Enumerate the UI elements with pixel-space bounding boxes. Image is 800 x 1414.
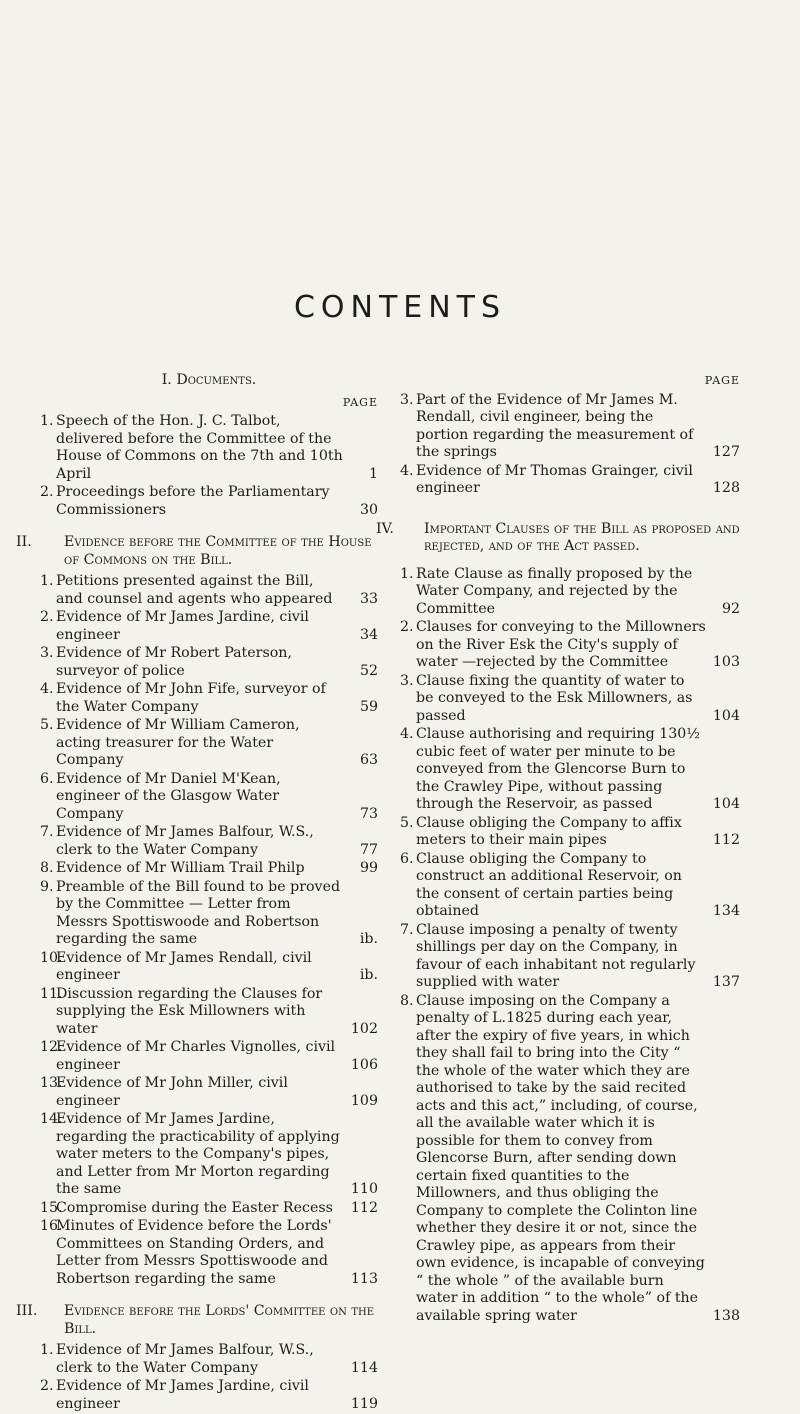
entry-text: Petitions presented against the Bill, and counsel and agents who appeared [56, 573, 333, 607]
section-heading-I [40, 372, 378, 390]
entry-text: Rate Clause as finally proposed by the Water Company, and rejected by the Committee [416, 565, 693, 617]
entry-number: 5. [400, 814, 414, 831]
section-title: Documents. [176, 372, 257, 388]
entry-text: Evidence of Mr William Trail Philp [56, 860, 305, 876]
entry-number: 8. [400, 992, 414, 1009]
contents-entry [40, 609, 378, 644]
entry-text: Preamble of the Bill found to be proved by the Committee — Letter from Messrs Spottiswoode and Robertson regarding the same [56, 878, 341, 947]
contents-entry [40, 950, 378, 985]
contents-entry [40, 484, 378, 519]
entry-text: Compromise during the Easter Recess [56, 1199, 333, 1216]
contents-entry [400, 619, 740, 672]
entry-text: Evidence of Mr William Cameron, acting treasurer for the Water Company [56, 717, 300, 768]
entry-text: Evidence of Mr Thomas Grainger, civil engineer [416, 462, 693, 496]
contents-entry [40, 1378, 378, 1413]
contents-entry [40, 681, 378, 716]
contents-entry [400, 673, 740, 726]
entry-number: 6. [400, 850, 414, 867]
contents-entry [400, 463, 740, 498]
entry-page-number: 102 [350, 1020, 378, 1037]
contents-entry [40, 1342, 378, 1377]
entry-number: 12. [40, 1039, 63, 1055]
section-heading-II [16, 534, 378, 569]
entry-page-number: 34 [359, 626, 378, 643]
entry-text: Evidence of Mr James Jardine, regarding the practicability of applying water meters to the Company's pipes, and Letter from Mr Morton regarding the same [56, 1111, 340, 1197]
entry-text: Evidence of Mr John Fife, surveyor of the Water Company [56, 681, 326, 715]
section-heading-III [16, 1303, 378, 1338]
entry-text: Discussion regarding the Clauses for supplying the Esk Millowners with water [56, 985, 323, 1037]
entry-number: 4. [400, 726, 414, 742]
entry-page-number: 127 [712, 444, 740, 460]
contents-entry [40, 771, 378, 824]
entry-number: 15. [40, 1199, 63, 1216]
entry-number: 2. [400, 619, 414, 635]
contents-entry [400, 566, 740, 619]
entry-number: 9. [40, 878, 54, 895]
entry-number: 1. [400, 565, 414, 582]
entry-number: 2. [40, 609, 54, 625]
section-items-I [40, 413, 378, 519]
entry-number: 6. [40, 770, 54, 787]
entry-page-number: 103 [712, 654, 740, 670]
contents-entry [40, 413, 378, 483]
contents-entry [40, 1111, 378, 1199]
contents-entry [400, 392, 740, 462]
entry-page-number: 104 [712, 796, 740, 812]
entry-text: Clause authorising and requiring 130½ cubic feet of water per minute to be conveyed from the Glencorse Burn to the Crawley Pipe, without passing through the Reservoir, as passed [416, 726, 701, 812]
section-title: Important Clauses of the Bill as proposed and rejected, and of the Act passed. [424, 520, 740, 554]
contents-entry [400, 726, 740, 814]
entry-page-number: 33 [359, 590, 378, 607]
entry-page-number: 52 [359, 662, 378, 679]
entry-page-number: 106 [350, 1056, 378, 1073]
contents-entry [40, 1075, 378, 1110]
entry-text: Proceedings before the Parliamentary Commissioners [56, 484, 330, 518]
entry-page-number: ib. [359, 967, 378, 983]
entry-text: Evidence of Mr James Jardine, civil engineer [56, 609, 309, 643]
entry-page-number: 109 [350, 1092, 378, 1109]
entry-number: 8. [40, 860, 54, 876]
entry-text: Clauses for conveying to the Millowners on the River Esk the City's supply of water —rejected by the Committee [416, 619, 706, 670]
entry-number: 2. [40, 1378, 54, 1394]
entry-number: 4. [40, 681, 54, 697]
right-column [376, 372, 740, 1326]
entry-number: 13. [40, 1075, 63, 1091]
contents-entry [40, 879, 378, 949]
entry-page-number: 113 [350, 1270, 378, 1287]
entry-page-number: 99 [359, 860, 378, 876]
entry-text: Evidence of Mr Daniel M'Kean, engineer of the Glasgow Water Company [56, 770, 281, 822]
contents-entry [40, 986, 378, 1039]
contents-entry [40, 1218, 378, 1288]
entry-page-number: 110 [350, 1181, 378, 1197]
entry-number: 3. [400, 672, 414, 689]
entry-text: Speech of the Hon. J. C. Talbot, delivered before the Committee of the House of Commons on the 7th and 10th April [56, 413, 343, 482]
section-items-IV [400, 566, 740, 1326]
entry-page-number: 77 [359, 841, 378, 858]
entry-number: 5. [40, 717, 54, 733]
entry-number: 2. [40, 484, 54, 500]
entry-text: Evidence of Mr John Miller, civil engineer [56, 1075, 288, 1109]
section-items-II [40, 573, 378, 1288]
entry-number: 10. [40, 949, 63, 966]
contents-entry [40, 1200, 378, 1218]
contents-entry [40, 645, 378, 680]
entry-text: Evidence of Mr James Balfour, W.S., clerk to the Water Company [56, 824, 314, 858]
section-numeral: I. [161, 372, 172, 388]
entry-text: Evidence of Mr James Balfour, W.S., clerk to the Water Company [56, 1342, 314, 1376]
entry-text: Part of the Evidence of Mr James M. Rendall, civil engineer, being the portion regarding the measurement of the springs [416, 391, 694, 460]
entry-page-number: 119 [350, 1395, 378, 1412]
entry-text: Clause obliging the Company to affix meters to their main pipes [416, 814, 682, 848]
section-heading-IV [376, 520, 740, 556]
contents-entry [400, 922, 740, 992]
entry-page-number: ib. [359, 931, 378, 947]
section-items-III [40, 1342, 378, 1413]
contents-entry [40, 1039, 378, 1074]
entry-page-number: 104 [712, 707, 740, 724]
entry-page-number: 137 [712, 974, 740, 990]
section-numeral: IV. [376, 520, 394, 537]
entry-page-number: 92 [721, 600, 740, 617]
contents-entry [400, 993, 740, 1326]
entry-text: Evidence of Mr Charles Vignolles, civil engineer [56, 1039, 336, 1073]
entry-page-number: 114 [350, 1359, 378, 1376]
entry-page-number: 1 [368, 465, 378, 482]
contents-entry [400, 815, 740, 850]
entry-number: 16. [40, 1218, 63, 1234]
section-items-III-continued [400, 392, 740, 498]
entry-number: 14. [40, 1111, 63, 1127]
page-column-label: PAGE [342, 395, 378, 409]
entry-number: 3. [400, 391, 414, 408]
entry-number: 1. [40, 573, 54, 589]
contents-entry [40, 717, 378, 770]
entry-text: Evidence of Mr Robert Paterson, surveyor of police [56, 645, 292, 679]
contents-entry [400, 851, 740, 921]
page-column-label: PAGE [704, 374, 740, 387]
entry-number: 7. [40, 824, 54, 840]
entry-number: 1. [40, 413, 54, 429]
entry-number: 4. [400, 462, 414, 479]
entry-text: Clause imposing on the Company a penalty of L.1825 during each year, after the expiry of five years, in which they shall fail to bring into the City “ the whole of the water which they are authorised to take by the said recited acts and this act,” including, of course, all the available water which it is possible for them to convey from Glencorse Burn, after sending down certain fixed quantities to the Millowners, and thus obliging the Company to complete the Colinton line whether they desire it or not, since the Crawley pipe, as appears from their own evidence, is incapable of conveying “ the whole ” of the available burn water in addition “ to the whole” of the available spring water [416, 992, 705, 1324]
contents-entry [40, 573, 378, 608]
entry-page-number: 138 [712, 1307, 740, 1324]
entry-text: Minutes of Evidence before the Lords' Committees on Standing Orders, and Letter from Messrs Spottiswoode and Robertson regarding the same [56, 1218, 332, 1287]
entry-text: Clause fixing the quantity of water to be conveyed to the Esk Millowners, as passed [416, 672, 693, 724]
section-numeral: II. [16, 534, 32, 550]
entry-page-number: 128 [712, 480, 740, 496]
entry-text: Evidence of Mr James Rendall, civil engineer [56, 949, 312, 983]
entry-page-number: 73 [359, 805, 378, 822]
entry-page-number: 59 [359, 698, 378, 715]
entry-page-number: 30 [359, 501, 378, 518]
left-column [16, 372, 378, 1414]
entry-page-number: 134 [712, 903, 740, 919]
entry-text: Clause obliging the Company to construct an additional Reservoir, on the consent of certain parties being obtained [416, 850, 682, 919]
section-title: Evidence before the Lords' Committee on the Bill. [64, 1303, 375, 1337]
contents-entry [40, 824, 378, 859]
contents-entry [40, 860, 378, 878]
entry-number: 1. [40, 1342, 54, 1358]
entry-number: 3. [40, 645, 54, 661]
entry-number: 11. [40, 985, 63, 1002]
entry-number: 7. [400, 921, 414, 938]
entry-text: Evidence of Mr James Jardine, civil engineer [56, 1378, 309, 1412]
entry-text: Clause imposing a penalty of twenty shillings per day on the Company, in favour of each inhabitant not regularly supplied with water [416, 921, 696, 990]
entry-page-number: 63 [359, 752, 378, 768]
entry-page-number: 112 [350, 1199, 378, 1216]
page-title: CONTENTS [293, 290, 507, 325]
section-title: Evidence before the Committee of the House of Commons on the Bill. [64, 534, 372, 568]
section-numeral: III. [16, 1303, 38, 1319]
entry-page-number: 112 [712, 832, 740, 848]
